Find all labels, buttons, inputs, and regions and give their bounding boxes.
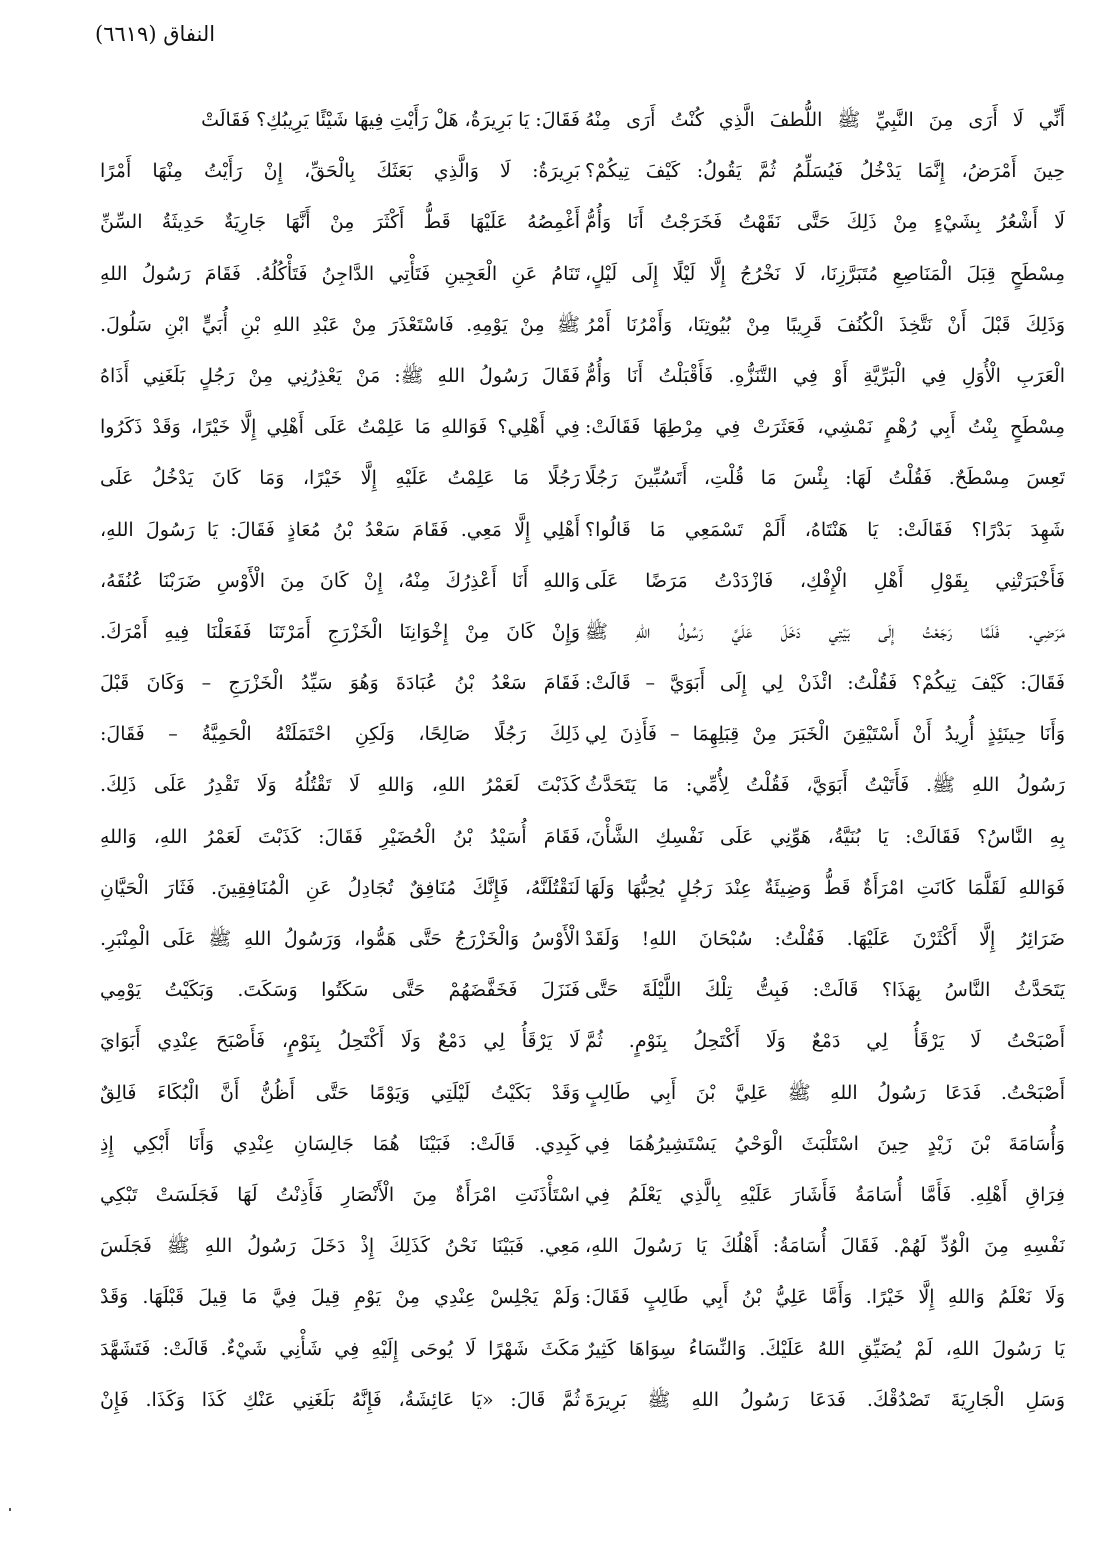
- text-line: فَقَالَ رَسُولُ اللهِ ﷺ: مَنْ يَعْذِرُنِي مِنْ رَجُلٍ بَلَغَنِي أَذَاهُ: [100, 364, 580, 387]
- text-line: ذَلِكَ رَجُلًا صَالِحًا، وَلَكِنِ احْتَمَلَتْهُ الْحَمِيَّةُ – فَقَالَ:: [100, 723, 580, 746]
- text-line: كَبِدِي. قَالَتْ: فَبَيْنَا هُمَا جَالِسَانِ عِنْدِي وَأَنَا أَبْكِي إِذِ: [100, 1132, 580, 1155]
- text-line: وَأَنَا حِينَئِذٍ أُرِيدُ أَنْ أَسْتَيْقِنَ الْخَبَرَ مِنْ قِبَلِهِمَا – فَأَذِنَ لِي: [585, 723, 1065, 746]
- text-line: يَا رَسُولَ اللهِ، لَمْ يُضَيِّقِ اللهُ عَلَيْكَ. وَالنِّسَاءُ سِوَاهَا كَثِيرٌ: [585, 1337, 1065, 1360]
- text-line: فَقَامَ أُسَيْدُ بْنُ الْحُضَيْرِ فَقَالَ: كَذَبْتَ لَعَمْرُ اللهِ، وَاللهِ: [100, 825, 580, 848]
- text-line: أَغْمِصُهُ عَلَيْهَا قَطُّ أَكْثَرَ مِنْ أَنَّهَا جَارِيَةٌ حَدِيثَةُ السِّنِّ: [100, 211, 580, 234]
- text-line: أَصْبَحْتُ. فَدَعَا رَسُولُ اللهِ ﷺ عَلِيَّ بْنَ أَبِي طَالِبٍ: [585, 1081, 1065, 1104]
- text-line: اسْتَأْذَنَتِ امْرَأَةٌ مِنَ الْأَنْصَارِ فَأَذِنْتُ لَهَا فَجَلَسَتْ تَبْكِي: [100, 1183, 580, 1206]
- text-line: مِسْطَحٍ بِنْتُ أَبِي رُهْمٍ نَمْشِي، فَعَثَرَتْ فِي مِرْطِهَا فَقَالَتْ:: [585, 416, 1065, 439]
- text-line: وَاللهِ أَنَا أَعْذِرُكَ مِنْهُ، إِنْ كَانَ مِنَ الْأَوْسِ ضَرَبْنَا عُنُقَهُ،: [100, 569, 580, 592]
- text-line: وَسَلِ الْجَارِيَةَ تَصْدُقْكَ. فَدَعَا رَسُولُ اللهِ ﷺ بَرِيرَةَ: [585, 1388, 1065, 1411]
- text-line: فَنَزَلَ فَخَفَّضَهُمْ حَتَّى سَكَتُوا وَسَكَتَ. وَبَكَيْتُ يَوْمِي: [100, 979, 580, 1002]
- text-line: تَعِسَ مِسْطَحٌ. فَقُلْتُ لَهَا: بِئْسَ مَا قُلْتِ، أَتَسُبِّينَ رَجُلًا: [585, 467, 1065, 490]
- text-line: لَنَقْتُلَنَّهُ، فَإِنَّكَ مُنَافِقٌ تُجَادِلُ عَنِ الْمُنَافِقِينَ. فَثَارَ الْحَيَّانِ: [100, 876, 580, 899]
- text-line: وَذَلِكَ قَبْلَ أَنْ نَتَّخِذَ الْكُنُفَ قَرِيبًا مِنْ بُيُوتِنَا، وَأَمْرُنَا أَمْرُ: [585, 313, 1065, 336]
- text-line: مِسْطَحٍ قِبَلَ الْمَنَاصِعِ مُتَبَرَّزِنَا، لَا نَخْرُجُ إِلَّا لَيْلًا إِلَى لَيْلٍ،: [585, 262, 1065, 285]
- text-column-left: [100, 95, 580, 1426]
- text-line: أَصْبَحْتُ لَا يَرْقَأُ لِي دَمْعٌ وَلَا أَكْتَحِلُ بِنَوْمٍ. ثُمَّ: [585, 1030, 1065, 1053]
- text-line: فِي أَهْلِي؟ فَوَاللهِ مَا عَلِمْتُ عَلَى أَهْلِي إِلَّا خَيْرًا، وَقَدْ ذَكَرُوا: [100, 416, 580, 439]
- text-line: ضَرَائِرُ إِلَّا أَكْثَرْنَ عَلَيْهَا. فَقُلْتُ: سُبْحَانَ اللهِ! وَلَقَدْ: [585, 928, 1065, 950]
- text-line: فَقَالَ: يَا بَرِيرَةُ، هَلْ رَأَيْتِ فِيهَا شَيْئًا يَرِيبُكِ؟ فَقَالَتْ: [201, 109, 580, 131]
- text-line: ﷺ مِنْ يَوْمِهِ. فَاسْتَعْذَرَ مِنْ عَبْدِ اللهِ بْنِ أُبَيٍّ ابْنِ سَلُولَ.: [100, 313, 580, 336]
- margin-mark: [9, 1508, 11, 1511]
- text-line: بَرِيرَةُ: لَا وَالَّذِي بَعَثَكَ بِالْحَقِّ، إِنْ رَأَيْتُ مِنْهَا أَمْرًا: [100, 160, 580, 183]
- text-line: مَعِي. فَبَيْنَا نَحْنُ كَذَلِكَ إِذْ دَخَلَ رَسُولُ اللهِ ﷺ فَجَلَسَ: [100, 1235, 580, 1258]
- text-line: فَأَخْبَرَتْنِي بِقَوْلِ أَهْلِ الْإِفْكِ، فَازْدَدْتُ مَرَضًا عَلَى: [585, 569, 1065, 592]
- page-header: النفاق (٦٦١٩): [95, 22, 216, 46]
- text-line: رَجُلًا مَا عَلِمْتُ عَلَيْهِ إِلَّا خَيْرًا، وَمَا كَانَ يَدْخُلُ عَلَى: [100, 467, 580, 490]
- text-line: مَكَثَ شَهْرًا لَا يُوحَى إِلَيْهِ فِي شَأْنِي شَيْءٌ. قَالَتْ: فَتَشَهَّدَ: [100, 1337, 580, 1360]
- text-line: وَقَدْ بَكَيْتُ لَيْلَتِي وَيَوْمًا حَتَّى أَظُنُّ أَنَّ الْبُكَاءَ فَالِقٌ: [100, 1081, 580, 1104]
- text-line: الْعَرَبِ الْأُوَلِ فِي الْبَرِّيَّةِ أَوْ فِي التَّنَزُّهِ. فَأَقْبَلْتُ أَنَا وَأُمُّ: [585, 364, 1065, 387]
- text-line: فِرَاقِ أَهْلِهِ. فَأَمَّا أُسَامَةُ فَأَشَارَ عَلَيْهِ بِالَّذِي يَعْلَمُ فِي: [585, 1183, 1065, 1206]
- text-line: بِهِ النَّاسُ؟ فَقَالَتْ: يَا بُنَيَّةُ، هَوِّنِي عَلَى نَفْسِكِ الشَّأْنَ،: [585, 825, 1065, 848]
- text-line: وَلَا نَعْلَمُ وَاللهِ إِلَّا خَيْرًا. وَأَمَّا عَلِيُّ بْنُ أَبِي طَالِبٍ فَقَالَ:: [585, 1286, 1065, 1309]
- text-line: لَا يَرْقَأُ لِي دَمْعٌ وَلَا أَكْتَحِلُ بِنَوْمٍ، فَأَصْبَحَ عِنْدِي أَبَوَايَ: [100, 1030, 580, 1053]
- text-column-right: [585, 95, 1065, 1426]
- text-line: أَهْلِي إِلَّا مَعِي. فَقَامَ سَعْدُ بْنُ مُعَاذٍ فَقَالَ: يَا رَسُولَ اللهِ،: [100, 518, 580, 541]
- text-line: كَذَبْتَ لَعَمْرُ اللهِ، وَاللهِ لَا تَقْتُلُهُ وَلَا تَقْدِرُ عَلَى ذَلِكَ.: [100, 774, 580, 797]
- text-line: لَا أَشْعُرُ بِشَيْءٍ مِنْ ذَلِكَ حَتَّى نَقَهْتُ فَخَرَجْتُ أَنَا وَأُمُّ: [585, 211, 1065, 234]
- text-line: ثُمَّ قَالَ: «يَا عَائِشَةُ، فَإِنَّهُ بَلَغَنِي عَنْكِ كَذَا وَكَذَا. فَإِنْ: [100, 1388, 580, 1411]
- text-line: فَوَاللهِ لَقَلَّمَا كَانَتِ امْرَأَةٌ قَطُّ وَضِيئَةٌ عِنْدَ رَجُلٍ يُحِبُّهَا وَلَهَا: [585, 876, 1065, 899]
- text-line: فَقَالَ: كَيْفَ تِيكُمْ؟ فَقُلْتُ: ائْذَنْ لِي إِلَى أَبَوَيَّ – قَالَتْ:: [585, 672, 1065, 695]
- text-line: الْأَوْسُ وَالْخَزْرَجُ حَتَّى هَمُّوا، وَرَسُولُ اللهِ ﷺ عَلَى الْمِنْبَرِ.: [100, 928, 580, 950]
- text-line: تَنَامُ عَنِ الْعَجِينِ فَتَأْتِي الدَّاجِنُ فَتَأْكُلُهُ. فَقَامَ رَسُولُ اللهِ: [100, 262, 580, 285]
- text-line: وَلَمْ يَجْلِسْ عِنْدِي مِنْ يَوْمِ قِيلَ فِيَّ مَا قِيلَ قَبْلَهَا. وَقَدْ: [100, 1286, 580, 1309]
- text-line: حِينَ أَمْرَضُ، إِنَّمَا يَدْخُلُ فَيُسَلِّمُ ثُمَّ يَقُولُ: كَيْفَ تِيكُمْ؟: [585, 160, 1065, 183]
- text-line: رَسُولُ اللهِ ﷺ. فَأَتَيْتُ أَبَوَيَّ، فَقُلْتُ لِأُمِّي: مَا يَتَحَدَّثُ: [585, 774, 1065, 797]
- text-line: وَإِنْ كَانَ مِنْ إِخْوَانِنَا الْخَزْرَجِ أَمَرْتَنَا فَفَعَلْنَا فِيهِ أَمْرَكَ.: [100, 620, 580, 643]
- text-line: يَتَحَدَّثُ النَّاسُ بِهَذَا؟ قَالَتْ: فَبِتُّ تِلْكَ اللَّيْلَةَ حَتَّى: [585, 979, 1065, 1002]
- text-line: مَرَضِي. فَلَمَّا رَجَعْتُ إِلَى بَيْتِي دَخَلَ عَلَيَّ رَسُولُ اللهِ ﷺ: [585, 620, 1065, 643]
- text-line: أَنِّي لَا أَرَى مِنَ النَّبِيِّ ﷺ اللُّطفَ الَّذِي كُنْتُ أَرَى مِنْهُ: [585, 109, 1065, 131]
- text-line: نَفْسِهِ مِنَ الْوُدِّ لَهُمْ. فَقَالَ أُسَامَةُ: أَهْلُكَ يَا رَسُولَ اللهِ،: [585, 1235, 1065, 1258]
- text-line: فَقَامَ سَعْدُ بْنُ عُبَادَةَ وَهُوَ سَيِّدُ الْخَزْرَجِ – وَكَانَ قَبْلَ: [100, 672, 580, 695]
- text-line: شَهِدَ بَدْرًا؟ فَقَالَتْ: يَا هَنْتَاهُ، أَلَمْ تَسْمَعِي مَا قَالُوا؟: [585, 518, 1065, 541]
- text-line: وَأُسَامَةَ بْنَ زَيْدٍ حِينَ اسْتَلْبَثَ الْوَحْيُ يَسْتَشِيرُهُمَا فِي: [585, 1132, 1065, 1155]
